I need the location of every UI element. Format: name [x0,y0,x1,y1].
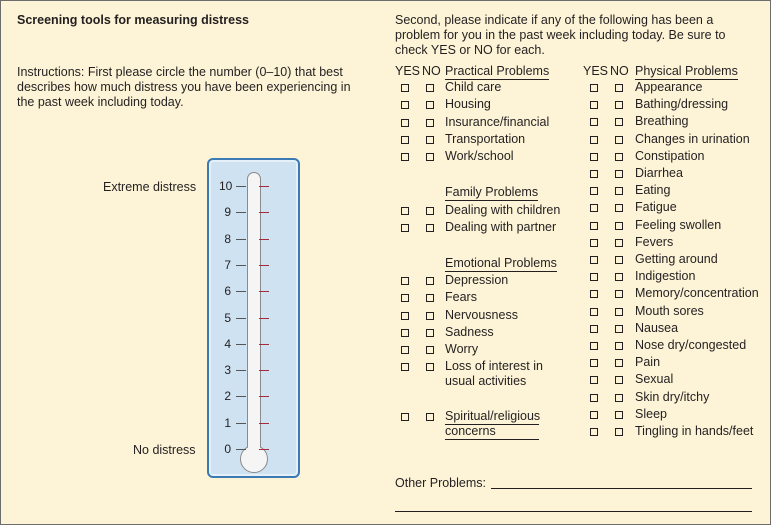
scale-tick-left [236,318,246,319]
no-distress-label: No distress [133,443,196,457]
family-problems-heading: Family Problems [445,185,539,199]
scale-tick-right [259,344,269,345]
scale-tick-right [259,212,269,213]
no-checkbox[interactable] [615,84,623,92]
yes-checkbox[interactable] [401,207,409,215]
no-checkbox[interactable] [615,239,623,247]
problem-label: Sadness [445,325,494,339]
instructions-text: Instructions: First please circle the number (0–10) that best describes how much distress you have been experiencing in the past week including today. [17,65,351,109]
other-problems-label: Other Problems: [395,476,487,490]
spiritual-label-line1: Spiritual/religious [445,409,541,423]
scale-tick-left [236,423,246,424]
no-checkbox[interactable] [426,101,434,109]
problem-label: Transportation [445,132,526,146]
yes-checkbox[interactable] [401,136,409,144]
yes-checkbox[interactable] [590,325,598,333]
problem-label: Breathing [635,114,689,128]
problem-label: Dealing with children [445,203,561,217]
no-checkbox[interactable] [615,136,623,144]
yes-checkbox[interactable] [590,204,598,212]
yes-checkbox[interactable] [590,170,598,178]
no-checkbox[interactable] [426,312,434,320]
no-column-header-right: NO [610,64,629,78]
spiritual-yes-checkbox[interactable] [401,413,409,421]
yes-checkbox[interactable] [590,342,598,350]
no-checkbox[interactable] [615,308,623,316]
yes-column-header: YES [395,64,421,78]
yes-checkbox[interactable] [401,84,409,92]
other-problems-line-2[interactable] [395,511,752,512]
problem-label: Appearance [635,80,703,94]
problem-label: Sexual [635,372,674,386]
scale-tick-right [259,186,269,187]
yes-checkbox[interactable] [401,119,409,127]
no-checkbox[interactable] [426,329,434,337]
problem-label: Eating [635,183,671,197]
yes-checkbox[interactable] [590,239,598,247]
scale-tick-right [259,291,269,292]
no-checkbox[interactable] [615,411,623,419]
problem-label: Depression [445,273,509,287]
yes-checkbox[interactable] [590,118,598,126]
no-checkbox[interactable] [426,346,434,354]
practical-problems-heading: Practical Problems [445,64,550,78]
extreme-distress-label: Extreme distress [103,180,197,194]
problem-label: Getting around [635,252,718,266]
second-instructions-text: Second, please indicate if any of the following has been a problem for you in the past week including today. Be sure to check YES or NO for each. [395,13,726,57]
scale-tick-left [236,344,246,345]
problem-label: Tingling in hands/feet [635,424,754,438]
yes-checkbox[interactable] [590,273,598,281]
yes-checkbox[interactable] [590,428,598,436]
problem-label: Housing [445,97,491,111]
scale-number[interactable]: 4 [224,337,231,351]
problem-label: Sleep [635,407,667,421]
no-checkbox[interactable] [426,207,434,215]
scale-number[interactable]: 3 [224,363,231,377]
no-checkbox[interactable] [615,376,623,384]
scale-number[interactable]: 10 [219,179,233,193]
yes-checkbox[interactable] [590,411,598,419]
no-checkbox[interactable] [615,222,623,230]
problem-label: Loss of interest in [445,359,543,373]
no-column-header: NO [422,64,441,78]
spiritual-label-line2: concerns [445,424,496,438]
scale-number[interactable]: 8 [224,232,231,246]
problem-label: Work/school [445,149,514,163]
yes-checkbox[interactable] [590,290,598,298]
problem-label: Child care [445,80,502,94]
scale-tick-left [236,186,246,187]
scale-number[interactable]: 9 [224,205,231,219]
thermometer-tube [247,172,261,456]
problem-label: Insurance/financial [445,115,550,129]
yes-checkbox[interactable] [590,153,598,161]
scale-tick-right [259,370,269,371]
no-checkbox[interactable] [615,325,623,333]
yes-checkbox[interactable] [401,101,409,109]
no-checkbox[interactable] [615,118,623,126]
scale-tick-left [236,239,246,240]
physical-problems-heading: Physical Problems [635,64,738,78]
problem-label: Mouth sores [635,304,704,318]
yes-checkbox[interactable] [401,329,409,337]
no-checkbox[interactable] [615,256,623,264]
problem-label: Memory/concentration [635,286,759,300]
problem-label: Changes in urination [635,132,750,146]
scale-number[interactable]: 7 [224,258,231,272]
no-checkbox[interactable] [615,170,623,178]
yes-checkbox[interactable] [590,256,598,264]
no-checkbox[interactable] [615,394,623,402]
problem-label: Diarrhea [635,166,683,180]
scale-tick-right [259,318,269,319]
no-checkbox[interactable] [615,187,623,195]
scale-tick-right [259,239,269,240]
yes-checkbox[interactable] [590,308,598,316]
problem-label: Feeling swollen [635,218,722,232]
problem-label: Fevers [635,235,674,249]
problem-label: Pain [635,355,661,369]
yes-checkbox[interactable] [590,222,598,230]
scale-tick-right [259,396,269,397]
yes-checkbox[interactable] [401,312,409,320]
no-checkbox[interactable] [426,119,434,127]
yes-checkbox[interactable] [590,394,598,402]
yes-checkbox[interactable] [401,363,409,371]
scale-tick-left [236,265,246,266]
yes-checkbox[interactable] [590,84,598,92]
problem-label: Dealing with partner [445,220,557,234]
emotional-problems-heading: Emotional Problems [445,256,557,270]
yes-checkbox[interactable] [401,224,409,232]
scale-tick-left [236,291,246,292]
scale-tick-right [259,265,269,266]
problem-label: Constipation [635,149,705,163]
yes-checkbox[interactable] [590,359,598,367]
no-checkbox[interactable] [426,277,434,285]
yes-checkbox[interactable] [590,376,598,384]
problem-label: Fears [445,290,477,304]
scale-tick-left [236,396,246,397]
yes-checkbox[interactable] [401,277,409,285]
yes-checkbox[interactable] [401,294,409,302]
no-checkbox[interactable] [615,101,623,109]
problem-label: Skin dry/itchy [635,390,710,404]
problem-label: Nose dry/congested [635,338,747,352]
yes-checkbox[interactable] [590,101,598,109]
problem-label: usual activities [445,374,527,388]
no-checkbox[interactable] [615,153,623,161]
problem-label: Worry [445,342,479,356]
scale-number[interactable]: 5 [224,311,231,325]
no-checkbox[interactable] [615,290,623,298]
page-title: Screening tools for measuring distress [17,13,250,27]
other-problems-line-1[interactable] [491,488,752,489]
no-checkbox[interactable] [426,363,434,371]
no-checkbox[interactable] [615,204,623,212]
no-checkbox[interactable] [615,428,623,436]
scale-number[interactable]: 2 [224,389,231,403]
scale-tick-left [236,449,246,450]
problem-label: Nausea [635,321,679,335]
no-checkbox[interactable] [615,273,623,281]
problem-label: Indigestion [635,269,696,283]
scale-tick-left [236,212,246,213]
yes-checkbox[interactable] [401,346,409,354]
no-checkbox[interactable] [426,294,434,302]
problem-label: Bathing/dressing [635,97,729,111]
scale-number[interactable]: 0 [224,442,231,456]
yes-checkbox[interactable] [590,136,598,144]
no-checkbox[interactable] [615,359,623,367]
yes-checkbox[interactable] [401,153,409,161]
scale-tick-right [259,449,269,450]
problem-label: Nervousness [445,308,518,322]
no-checkbox[interactable] [426,224,434,232]
scale-tick-right [259,423,269,424]
scale-tick-left [236,370,246,371]
scale-number[interactable]: 1 [224,416,231,430]
problem-label: Fatigue [635,200,677,214]
scale-number[interactable]: 6 [224,284,231,298]
yes-checkbox[interactable] [590,187,598,195]
no-checkbox[interactable] [426,84,434,92]
no-checkbox[interactable] [426,136,434,144]
no-checkbox[interactable] [615,342,623,350]
spiritual-no-checkbox[interactable] [426,413,434,421]
yes-column-header-right: YES [583,64,609,78]
no-checkbox[interactable] [426,153,434,161]
